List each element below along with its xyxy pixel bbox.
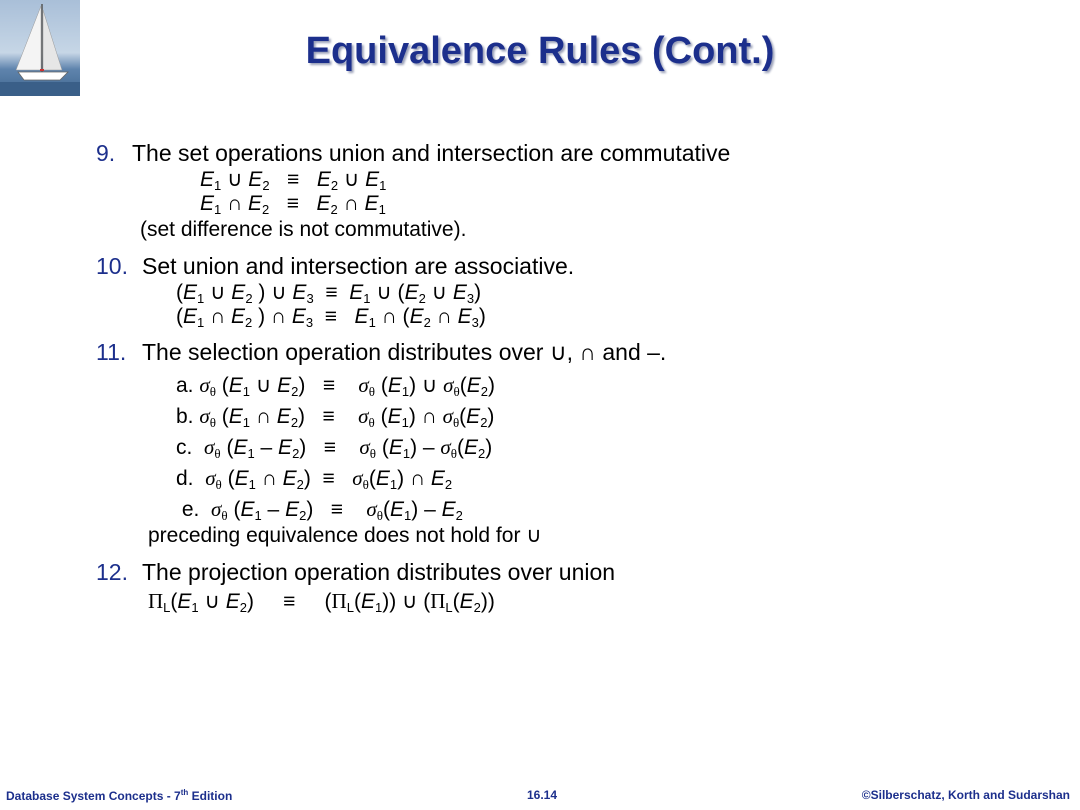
rule-9-note: (set difference is not commutative).: [140, 218, 467, 241]
rule-11-eq-d: d. $\sigma_\theta$ ($E_1$ ∩ $E_2) \equiv \sigma_\theta(E_1)$ ∩ $E_2$: [176, 466, 453, 492]
rule-10: [96, 251, 1060, 281]
rule-9-text: The set operations union and intersection are commutative: [132, 140, 731, 166]
rule-11-note: preceding equivalence does not hold for ∪: [148, 524, 542, 547]
footer-slide-number: 16.14: [527, 788, 558, 802]
slide-title: Equivalence Rules (Cont.): [305, 30, 775, 72]
rule-11-text: The selection operation distributes over ∪, ∩ and –.: [142, 339, 667, 365]
rule-11-label-d: d.: [176, 467, 194, 490]
rule-11-number: 11.: [96, 339, 127, 365]
rule-10-number: 10.: [96, 253, 128, 279]
rule-10-eq-union: ($E_1$ ∪ $E_2$ ) ∪ $E_3 \equiv E_1$ ∪ ($E_2$ ∪ $E_3$): [176, 281, 482, 306]
slide-content: [96, 138, 1060, 614]
footer-book-title: Database System Concepts - 7th Edition: [6, 788, 233, 803]
rule-10-text: Set union and intersection are associative.: [142, 253, 575, 279]
footer-copyright: ©Silberschatz, Korth and Sudarshan: [861, 788, 1070, 802]
rule-12-number: 12.: [96, 559, 128, 585]
rule-9-eq-union: $E_1$ ∪ $E_2 \equiv E_2$ ∪ $E_1$: [200, 168, 387, 193]
rule-12-eq: $\Pi_L(E_1$ ∪ $E_2$) ≡ $(\Pi_L(E_1))$ ∪ $(\Pi_L(E_2))$: [148, 589, 495, 615]
rule-9: [96, 138, 1060, 168]
rule-12-text: The projection operation distributes over union: [142, 559, 616, 585]
rule-11-eq-a: a. $\sigma_\theta$ ($E_1$ ∪ $E_2$) ≡ $\sigma_\theta$ $(E_1)$ ∪ $\sigma_\theta(E_2)$: [176, 373, 495, 399]
rule-11-label-e: e.: [181, 498, 200, 521]
rule-10-eq-intersection: ($E_1$ ∩ $E_2$ ) ∩ $E_3 \equiv E_1$ ∩ ($E_2$ ∩ $E_3$): [176, 305, 486, 330]
rule-9-eq-intersection: $E_1$ ∩ $E_2 \equiv E_2$ ∩ $E_1$: [200, 192, 386, 217]
rule-11-eq-e: e. $\sigma_\theta$ $(E_1 - E_2)$ ≡ $\sigma_\theta(E_1) - E_2$: [181, 497, 463, 523]
rule-11-label-c: c.: [176, 436, 193, 459]
rule-11-eq-c: c. $\sigma_\theta$ $(E_1 - E_2)$ ≡ $\sigma_\theta$ $(E_1) - \sigma_\theta(E_2)$: [176, 435, 493, 461]
rule-11-eq-b: b. $\sigma_\theta$ ($E_1$ ∩ $E_2$) ≡ $\sigma_\theta$ $(E_1)$ ∩ $\sigma_\theta(E_2)$: [176, 404, 495, 430]
rule-11: [96, 337, 1060, 367]
rule-9-number: 9.: [96, 140, 116, 166]
rule-11-label-a: a.: [176, 374, 194, 397]
rule-12: [96, 557, 1060, 587]
rule-11-label-b: b.: [176, 405, 194, 428]
